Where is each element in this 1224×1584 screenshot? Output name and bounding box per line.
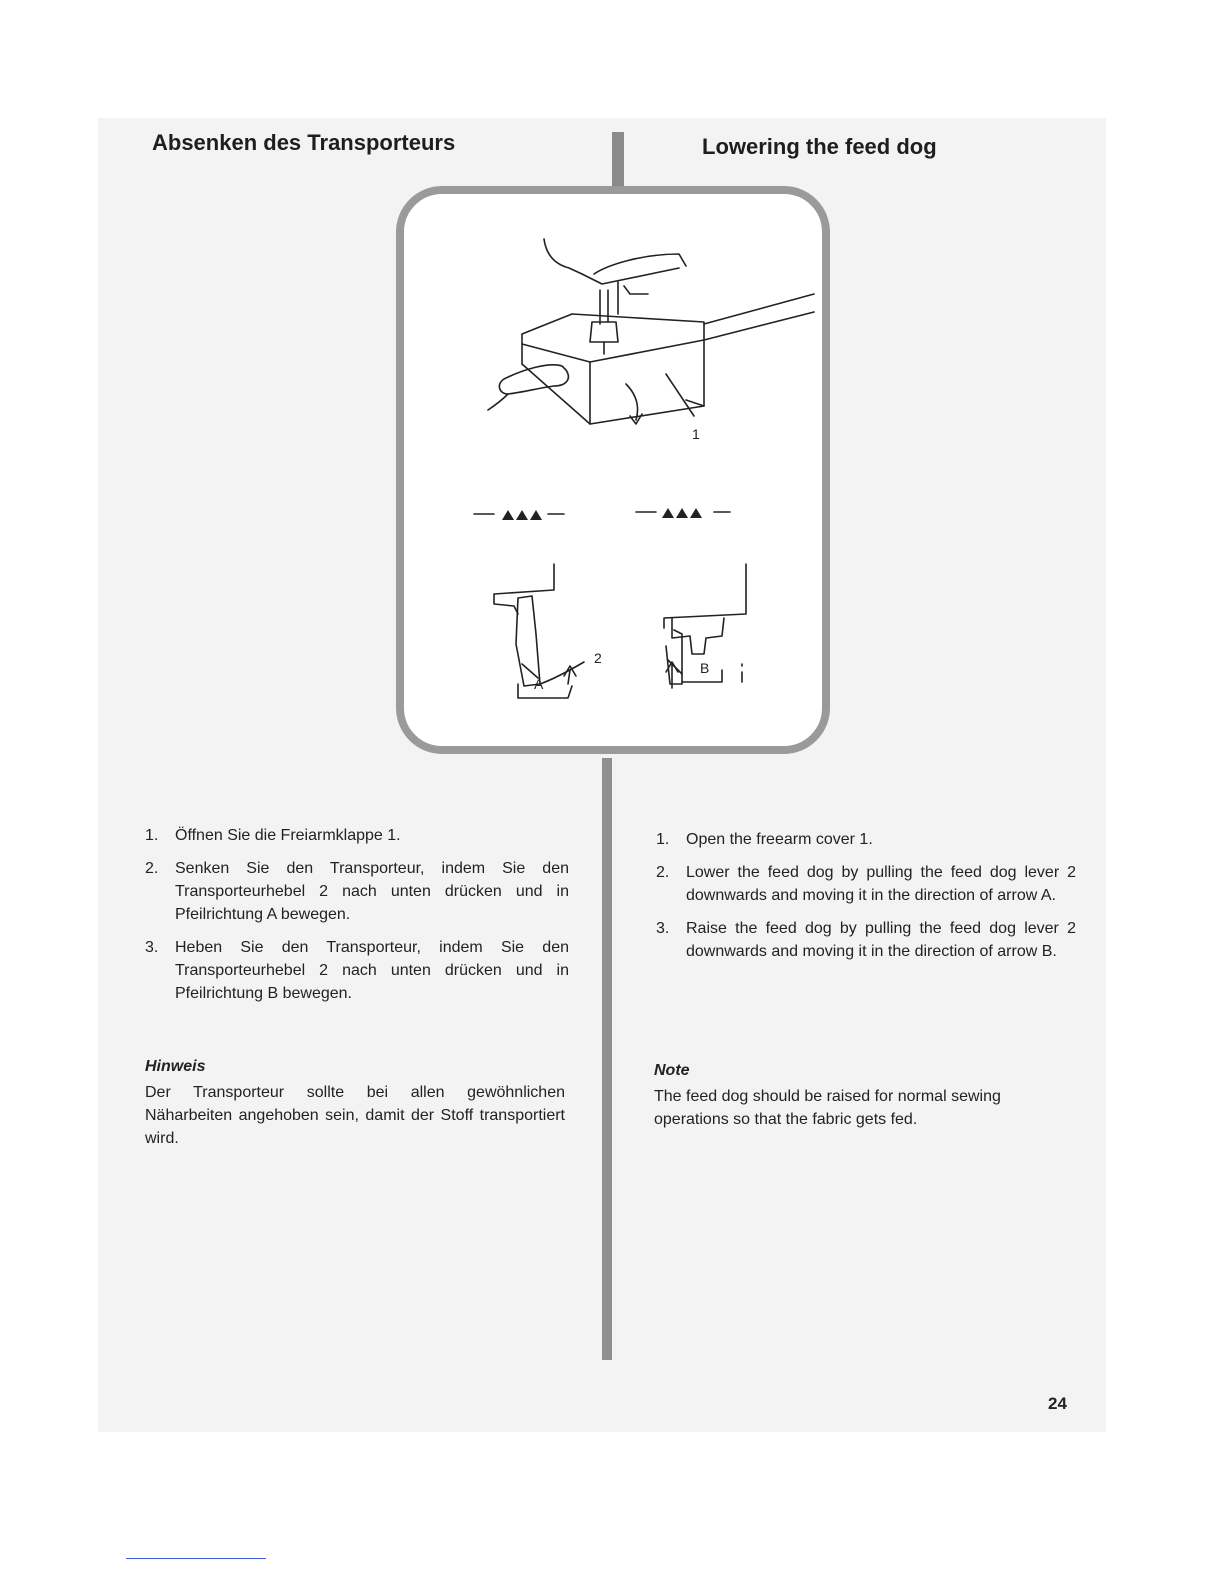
step-number: 2. (145, 860, 159, 877)
figure-label-b: B (700, 660, 710, 676)
note-body-german: Der Transporteur sollte bei allen gewöhnlichen Näharbeiten angehoben sein, damit der Stoff transportiert wird. (145, 1084, 565, 1147)
feed-dog-teeth-right (662, 508, 674, 518)
feed-dog-illustration (396, 186, 830, 754)
list-item (656, 828, 1076, 851)
list-item (145, 936, 569, 1005)
step-number: 2. (656, 864, 670, 881)
step-number: 1. (145, 827, 159, 844)
heading-german: Absenken des Transporteurs (152, 130, 456, 155)
note-title-german: Hinweis (145, 1058, 206, 1075)
list-item (145, 857, 569, 926)
step-number: 1. (656, 831, 670, 848)
figure-label-2: 2 (594, 650, 602, 666)
step-text: Raise the feed dog by pulling the feed dog lever 2 downwards and moving it in the direction of arrow B. (686, 920, 1076, 960)
steps-english (656, 828, 1076, 973)
figure-label-1: 1 (692, 426, 700, 442)
hand-fingertip (499, 365, 568, 394)
presser-foot (590, 322, 618, 342)
feed-dog-lever-lowered (494, 564, 554, 614)
footer-link-underline (126, 1558, 266, 1559)
heading-english: Lowering the feed dog (702, 134, 937, 159)
step-text: Heben Sie den Transporteur, indem Sie den Transporteurhebel 2 nach unten drücken und in Pfeilrichtung B bewegen. (175, 939, 569, 1002)
note-body-english: The feed dog should be raised for normal sewing operations so that the fabric gets fed. (654, 1088, 1001, 1128)
needle-bar (600, 290, 608, 324)
illustration-drawing (404, 194, 822, 746)
list-item (656, 917, 1076, 963)
freearm-body (704, 294, 814, 340)
column-divider-top (612, 132, 624, 192)
step-number: 3. (145, 939, 159, 956)
step-text: Öffnen Sie die Freiarmklappe 1. (175, 827, 401, 844)
step-text: Senken Sie den Transporteur, indem Sie den Transporteurhebel 2 nach unten drücken und in Pfeilrichtung A bewegen. (175, 860, 569, 923)
list-item (145, 824, 569, 847)
steps-german (145, 824, 569, 1015)
figure-label-a: A (534, 676, 544, 692)
step-text: Lower the feed dog by pulling the feed dog lever 2 downwards and moving it in the direction of arrow A. (686, 864, 1076, 904)
step-text: Open the freearm cover 1. (686, 831, 873, 848)
page-number: 24 (1048, 1394, 1067, 1413)
list-item (656, 861, 1076, 907)
feed-dog-lever-raised (664, 564, 746, 628)
column-divider-bottom (602, 758, 612, 1360)
step-number: 3. (656, 920, 670, 937)
machine-head-outline (544, 239, 582, 274)
note-title-english: Note (654, 1062, 690, 1079)
feed-dog-teeth-left (502, 510, 514, 520)
open-cover-arrow (626, 384, 638, 420)
